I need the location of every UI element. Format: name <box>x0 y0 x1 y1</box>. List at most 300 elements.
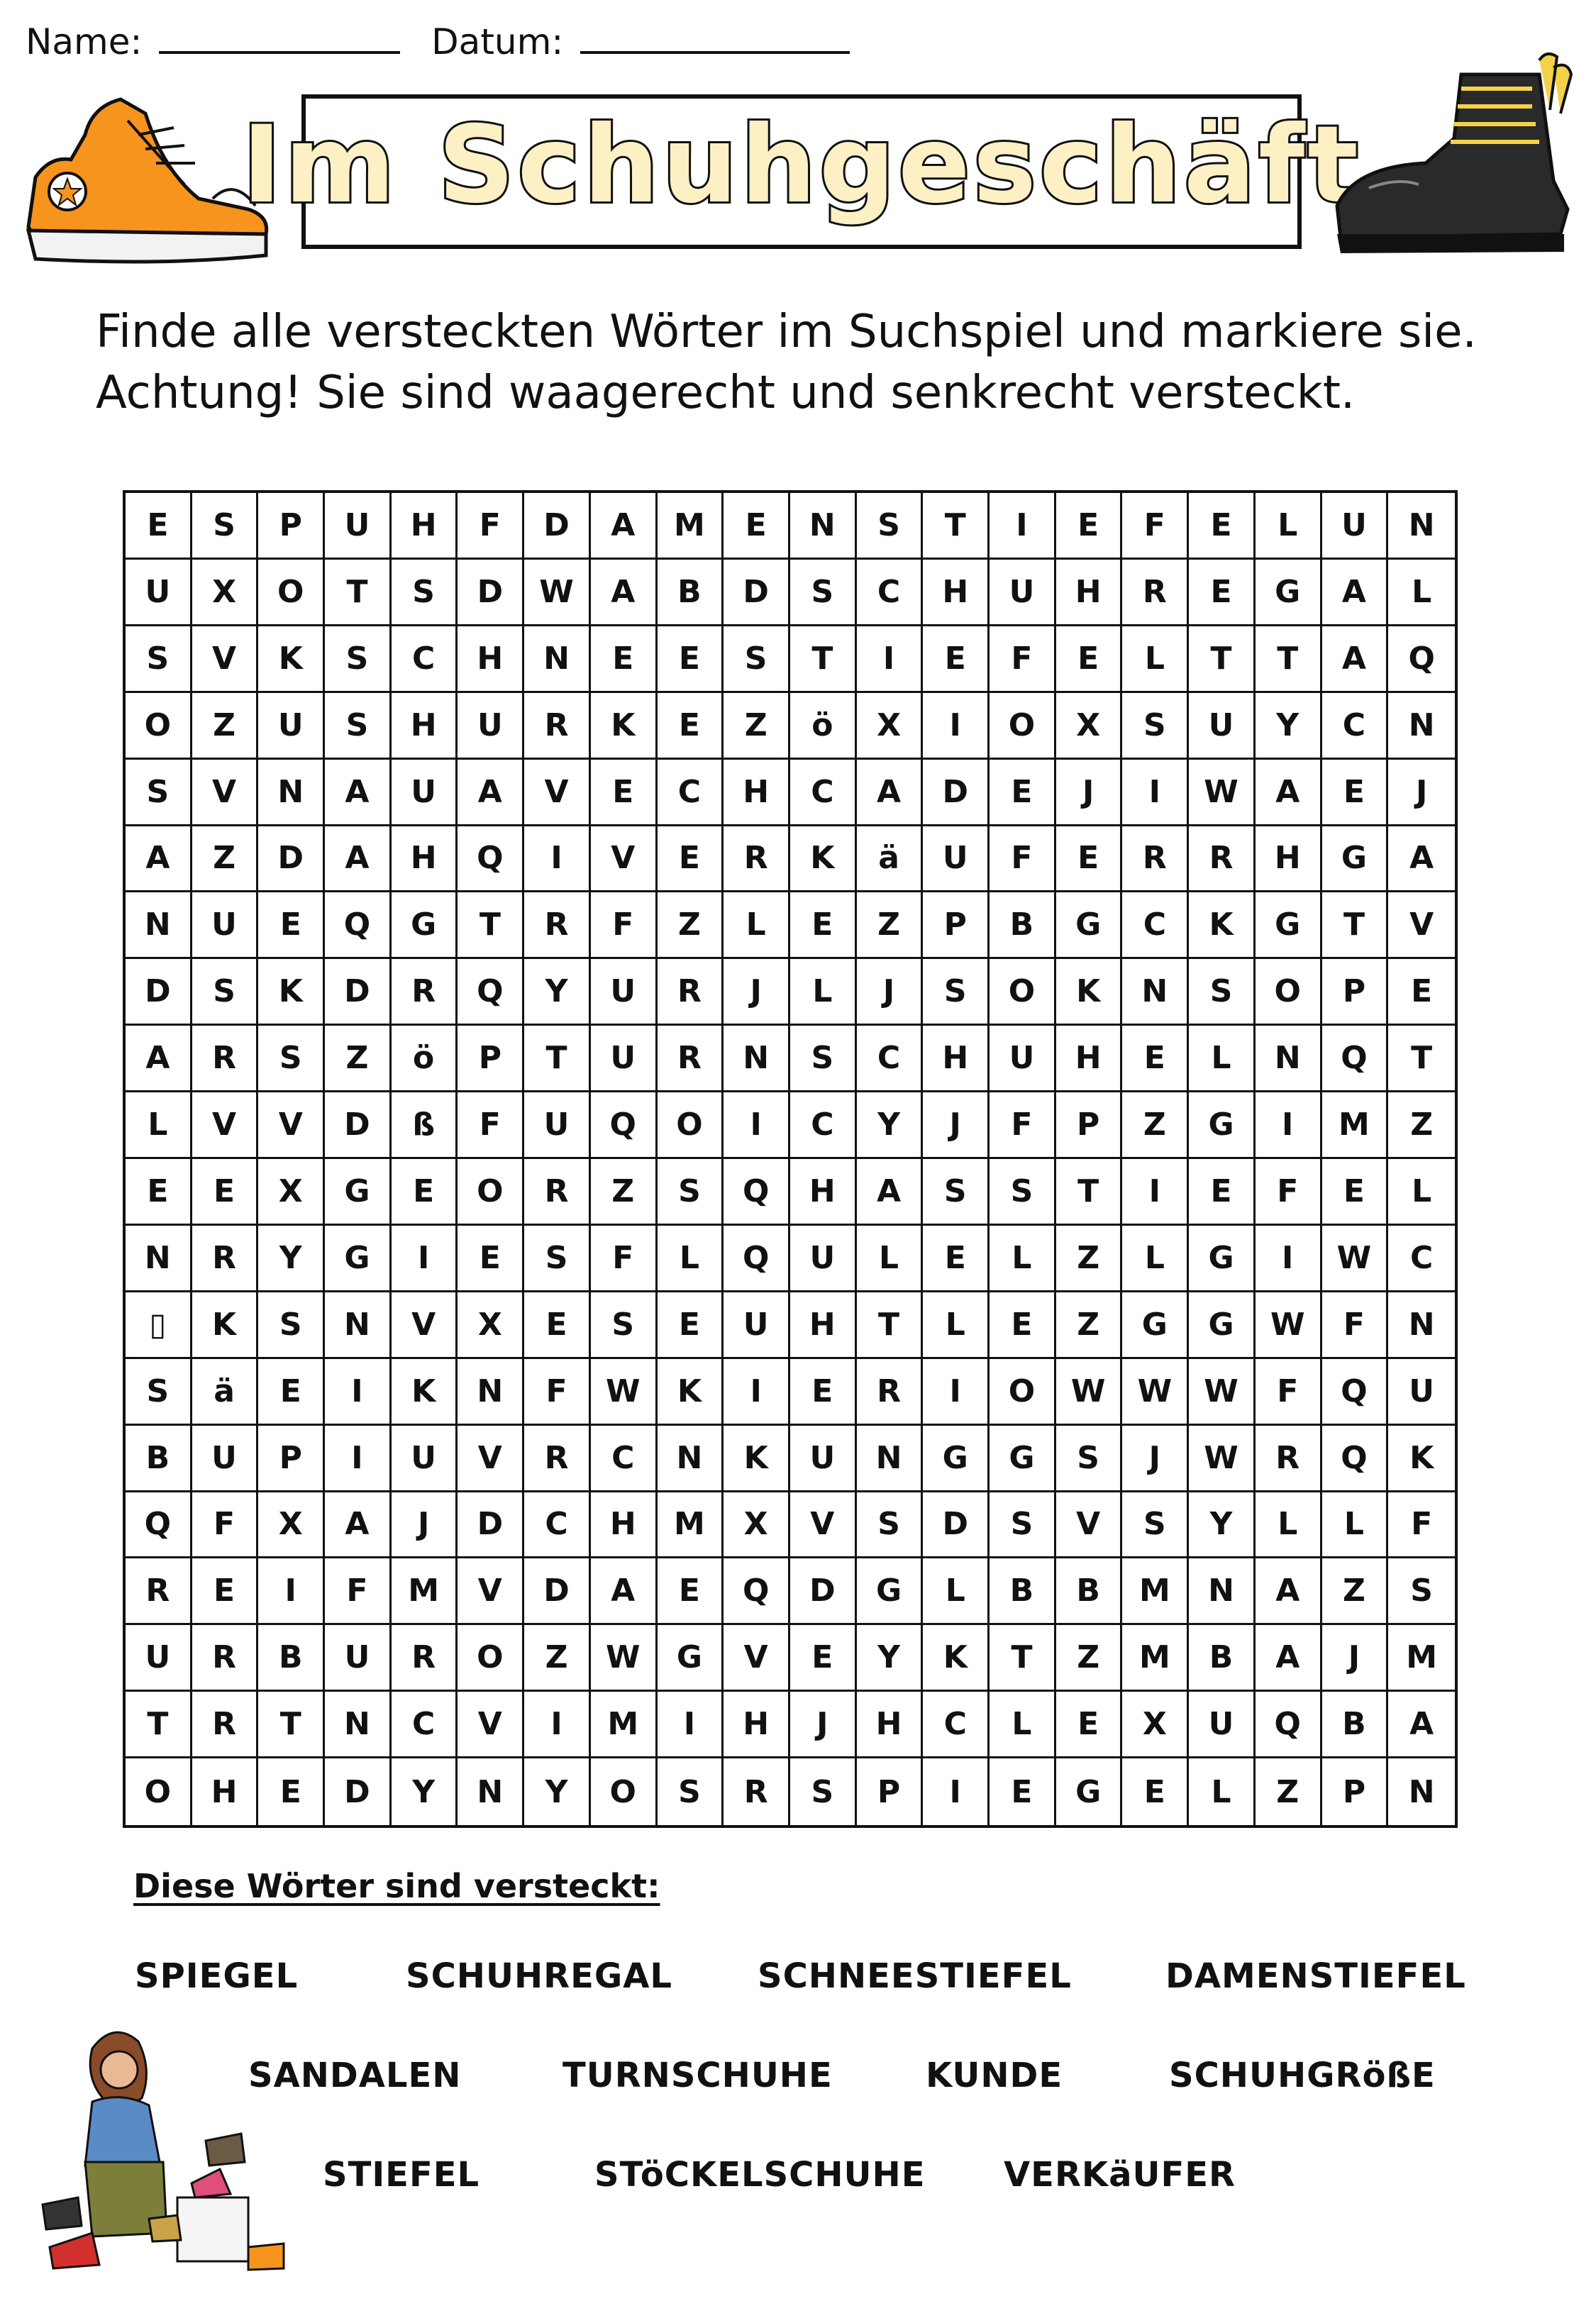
grid-cell[interactable]: L <box>658 1226 724 1292</box>
grid-cell[interactable]: N <box>1388 1292 1455 1359</box>
grid-cell[interactable]: V <box>458 1692 524 1758</box>
grid-cell[interactable]: N <box>325 1692 392 1758</box>
grid-cell[interactable]: E <box>1322 760 1389 826</box>
grid-cell[interactable]: R <box>857 1359 924 1426</box>
grid-cell[interactable]: M <box>392 1558 458 1625</box>
grid-cell[interactable]: G <box>1322 826 1389 893</box>
grid-cell[interactable]: L <box>923 1292 990 1359</box>
grid-cell[interactable]: Q <box>724 1558 790 1625</box>
grid-cell[interactable]: D <box>258 826 325 893</box>
grid-cell[interactable]: E <box>1388 959 1455 1026</box>
grid-cell[interactable]: Z <box>1322 1558 1389 1625</box>
grid-cell[interactable]: P <box>857 1758 924 1825</box>
grid-cell[interactable]: T <box>1256 626 1322 693</box>
grid-cell[interactable]: L <box>923 1558 990 1625</box>
grid-cell[interactable]: F <box>1256 1159 1322 1226</box>
grid-cell[interactable]: ß <box>392 1092 458 1159</box>
grid-cell[interactable]: Q <box>325 892 392 959</box>
grid-cell[interactable]: G <box>1189 1292 1256 1359</box>
grid-cell[interactable]: S <box>258 1026 325 1092</box>
grid-cell[interactable]: V <box>192 1092 259 1159</box>
grid-cell[interactable]: S <box>857 493 924 560</box>
grid-cell[interactable]: Q <box>458 959 524 1026</box>
grid-cell[interactable]: T <box>1322 892 1389 959</box>
grid-cell[interactable]: E <box>1056 626 1123 693</box>
grid-cell[interactable]: Y <box>857 1625 924 1692</box>
grid-cell[interactable]: E <box>1189 493 1256 560</box>
grid-cell[interactable]: E <box>1189 560 1256 626</box>
grid-cell[interactable]: F <box>591 1226 658 1292</box>
grid-cell[interactable]: R <box>192 1625 259 1692</box>
grid-cell[interactable]: Q <box>724 1226 790 1292</box>
grid-cell[interactable]: Z <box>724 693 790 760</box>
grid-cell[interactable]: S <box>325 626 392 693</box>
grid-cell[interactable]: R <box>724 1758 790 1825</box>
grid-cell[interactable]: M <box>1122 1558 1189 1625</box>
grid-cell[interactable]: S <box>1388 1558 1455 1625</box>
grid-cell[interactable]: E <box>923 1226 990 1292</box>
grid-cell[interactable]: Z <box>591 1159 658 1226</box>
grid-cell[interactable]: Q <box>458 826 524 893</box>
grid-cell[interactable]: R <box>524 892 591 959</box>
grid-cell[interactable]: W <box>1189 1359 1256 1426</box>
grid-cell[interactable]: V <box>392 1292 458 1359</box>
grid-cell[interactable]: H <box>392 826 458 893</box>
grid-cell[interactable]: E <box>790 1359 857 1426</box>
grid-cell[interactable]: C <box>392 1692 458 1758</box>
grid-cell[interactable]: R <box>1256 1426 1322 1492</box>
grid-cell[interactable]: T <box>458 892 524 959</box>
grid-cell[interactable]: C <box>1322 693 1389 760</box>
grid-cell[interactable]: U <box>1189 693 1256 760</box>
grid-cell[interactable]: U <box>790 1226 857 1292</box>
grid-cell[interactable]: K <box>591 693 658 760</box>
grid-cell[interactable]: S <box>1189 959 1256 1026</box>
grid-cell[interactable]: D <box>325 1758 392 1825</box>
grid-cell[interactable]: R <box>192 1026 259 1092</box>
grid-cell[interactable]: Z <box>1056 1226 1123 1292</box>
grid-cell[interactable]: Q <box>1322 1026 1389 1092</box>
grid-cell[interactable]: G <box>857 1558 924 1625</box>
grid-cell[interactable]: E <box>990 1758 1056 1825</box>
grid-cell[interactable]: U <box>923 826 990 893</box>
grid-cell[interactable]: V <box>591 826 658 893</box>
grid-cell[interactable]: R <box>192 1226 259 1292</box>
grid-cell[interactable]: S <box>192 493 259 560</box>
grid-cell[interactable]: W <box>1189 1426 1256 1492</box>
grid-cell[interactable]: C <box>857 560 924 626</box>
grid-cell[interactable]: T <box>790 626 857 693</box>
grid-cell[interactable]: L <box>126 1092 192 1159</box>
grid-cell[interactable]: S <box>258 1292 325 1359</box>
grid-cell[interactable]: E <box>658 693 724 760</box>
grid-cell[interactable]: S <box>126 760 192 826</box>
grid-cell[interactable]: E <box>724 493 790 560</box>
grid-cell[interactable]: Q <box>591 1092 658 1159</box>
grid-cell[interactable]: T <box>990 1625 1056 1692</box>
grid-cell[interactable]: R <box>392 1625 458 1692</box>
grid-cell[interactable]: K <box>192 1292 259 1359</box>
grid-cell[interactable]: L <box>1388 560 1455 626</box>
grid-cell[interactable]: S <box>990 1159 1056 1226</box>
grid-cell[interactable]: U <box>591 959 658 1026</box>
grid-cell[interactable]: J <box>923 1092 990 1159</box>
grid-cell[interactable]: V <box>1388 892 1455 959</box>
grid-cell[interactable]: S <box>1056 1426 1123 1492</box>
grid-cell[interactable]: J <box>1056 760 1123 826</box>
grid-cell[interactable]: I <box>990 493 1056 560</box>
grid-cell[interactable]: H <box>724 760 790 826</box>
grid-cell[interactable]: L <box>1189 1758 1256 1825</box>
grid-cell[interactable]: A <box>1256 760 1322 826</box>
grid-cell[interactable]: J <box>1322 1625 1389 1692</box>
grid-cell[interactable]: F <box>591 892 658 959</box>
grid-cell[interactable]: E <box>790 892 857 959</box>
grid-cell[interactable]: P <box>258 1426 325 1492</box>
grid-cell[interactable]: E <box>192 1159 259 1226</box>
grid-cell[interactable]: O <box>126 1758 192 1825</box>
grid-cell[interactable]: M <box>658 493 724 560</box>
grid-cell[interactable]: B <box>990 1558 1056 1625</box>
grid-cell[interactable]: S <box>126 626 192 693</box>
grid-cell[interactable]: Z <box>192 693 259 760</box>
grid-cell[interactable]: I <box>658 1692 724 1758</box>
grid-cell[interactable]: N <box>1388 493 1455 560</box>
grid-cell[interactable]: S <box>325 693 392 760</box>
grid-cell[interactable]: R <box>724 826 790 893</box>
grid-cell[interactable]: Y <box>258 1226 325 1292</box>
grid-cell[interactable]: M <box>658 1492 724 1559</box>
grid-cell[interactable]: G <box>1189 1226 1256 1292</box>
grid-cell[interactable]: P <box>1322 959 1389 1026</box>
grid-cell[interactable]: I <box>857 626 924 693</box>
grid-cell[interactable]: N <box>325 1292 392 1359</box>
grid-cell[interactable]: A <box>591 493 658 560</box>
grid-cell[interactable]: E <box>923 626 990 693</box>
grid-cell[interactable]: Z <box>857 892 924 959</box>
grid-cell[interactable]: R <box>658 959 724 1026</box>
grid-cell[interactable]: E <box>1122 1026 1189 1092</box>
grid-cell[interactable]: ö <box>392 1026 458 1092</box>
grid-cell[interactable]: G <box>325 1159 392 1226</box>
grid-cell[interactable]: U <box>192 1426 259 1492</box>
grid-cell[interactable]: G <box>1056 1758 1123 1825</box>
grid-cell[interactable]: Q <box>724 1159 790 1226</box>
grid-cell[interactable]: Q <box>1388 626 1455 693</box>
grid-cell[interactable]: Z <box>1056 1292 1123 1359</box>
grid-cell[interactable]: L <box>1322 1492 1389 1559</box>
grid-cell[interactable]: T <box>524 1026 591 1092</box>
grid-cell[interactable]: G <box>1056 892 1123 959</box>
grid-cell[interactable]: E <box>392 1159 458 1226</box>
grid-cell[interactable]: S <box>857 1492 924 1559</box>
grid-cell[interactable]: G <box>923 1426 990 1492</box>
grid-cell[interactable]: H <box>923 560 990 626</box>
grid-cell[interactable]: S <box>923 1159 990 1226</box>
grid-cell[interactable]: C <box>1122 892 1189 959</box>
grid-cell[interactable]: X <box>1122 1692 1189 1758</box>
grid-cell[interactable]: F <box>990 826 1056 893</box>
grid-cell[interactable]: Z <box>1388 1092 1455 1159</box>
grid-cell[interactable]: I <box>923 1359 990 1426</box>
grid-cell[interactable]: G <box>990 1426 1056 1492</box>
grid-cell[interactable]: B <box>1322 1692 1389 1758</box>
grid-cell[interactable]: X <box>458 1292 524 1359</box>
grid-cell[interactable]: G <box>392 892 458 959</box>
grid-cell[interactable]: M <box>1322 1092 1389 1159</box>
grid-cell[interactable]: Z <box>1056 1625 1123 1692</box>
grid-cell[interactable]: V <box>724 1625 790 1692</box>
grid-cell[interactable]: K <box>258 959 325 1026</box>
grid-cell[interactable]: V <box>458 1558 524 1625</box>
grid-cell[interactable]: K <box>258 626 325 693</box>
grid-cell[interactable]: T <box>325 560 392 626</box>
grid-cell[interactable]: E <box>658 1558 724 1625</box>
grid-cell[interactable]: B <box>658 560 724 626</box>
grid-cell[interactable]: M <box>1388 1625 1455 1692</box>
grid-cell[interactable]: R <box>1122 560 1189 626</box>
grid-cell[interactable]: X <box>1056 693 1123 760</box>
grid-cell[interactable]: G <box>1256 560 1322 626</box>
grid-cell[interactable]: W <box>591 1359 658 1426</box>
grid-cell[interactable]: K <box>1056 959 1123 1026</box>
grid-cell[interactable]: R <box>126 1558 192 1625</box>
grid-cell[interactable]: W <box>524 560 591 626</box>
grid-cell[interactable]: U <box>524 1092 591 1159</box>
grid-cell[interactable]: H <box>591 1492 658 1559</box>
grid-cell[interactable]: O <box>990 959 1056 1026</box>
grid-cell[interactable]: A <box>325 760 392 826</box>
grid-cell[interactable]: V <box>790 1492 857 1559</box>
grid-cell[interactable]: H <box>724 1692 790 1758</box>
grid-cell[interactable]: A <box>126 826 192 893</box>
grid-cell[interactable]: W <box>591 1625 658 1692</box>
grid-cell[interactable]: Q <box>1322 1426 1389 1492</box>
grid-cell[interactable]: S <box>790 560 857 626</box>
grid-cell[interactable]: H <box>1056 1026 1123 1092</box>
grid-cell[interactable]: D <box>524 493 591 560</box>
grid-cell[interactable]: G <box>325 1226 392 1292</box>
grid-cell[interactable]: K <box>392 1359 458 1426</box>
grid-cell[interactable]: ö <box>790 693 857 760</box>
grid-cell[interactable]: S <box>658 1758 724 1825</box>
grid-cell[interactable]: K <box>1388 1426 1455 1492</box>
grid-cell[interactable]: Z <box>1122 1092 1189 1159</box>
grid-cell[interactable]: A <box>591 1558 658 1625</box>
grid-cell[interactable]: E <box>591 760 658 826</box>
grid-cell[interactable]: S <box>524 1226 591 1292</box>
grid-cell[interactable]: A <box>325 1492 392 1559</box>
grid-cell[interactable]: E <box>658 626 724 693</box>
grid-cell[interactable]: B <box>126 1426 192 1492</box>
grid-cell[interactable]: R <box>658 1026 724 1092</box>
grid-cell[interactable]: B <box>990 892 1056 959</box>
grid-cell[interactable]: Y <box>857 1092 924 1159</box>
grid-cell[interactable]: Z <box>192 826 259 893</box>
grid-cell[interactable]: S <box>790 1026 857 1092</box>
grid-cell[interactable]: N <box>1189 1558 1256 1625</box>
grid-cell[interactable]: S <box>724 626 790 693</box>
grid-cell[interactable]: I <box>923 1758 990 1825</box>
grid-cell[interactable]: A <box>591 560 658 626</box>
grid-cell[interactable]: U <box>392 760 458 826</box>
grid-cell[interactable]: T <box>126 1692 192 1758</box>
grid-cell[interactable]: O <box>258 560 325 626</box>
grid-cell[interactable]: J <box>1122 1426 1189 1492</box>
grid-cell[interactable]: I <box>923 693 990 760</box>
grid-cell[interactable]: N <box>1256 1026 1322 1092</box>
grid-cell[interactable]: N <box>258 760 325 826</box>
grid-cell[interactable]: O <box>591 1758 658 1825</box>
grid-cell[interactable]: I <box>258 1558 325 1625</box>
grid-cell[interactable]: A <box>126 1026 192 1092</box>
grid-cell[interactable]: A <box>1388 826 1455 893</box>
grid-cell[interactable]: A <box>458 760 524 826</box>
grid-cell[interactable]: V <box>458 1426 524 1492</box>
grid-cell[interactable]: J <box>790 1692 857 1758</box>
grid-cell[interactable]: E <box>126 1159 192 1226</box>
grid-cell[interactable]: D <box>524 1558 591 1625</box>
grid-cell[interactable]: H <box>1056 560 1123 626</box>
grid-cell[interactable]: E <box>126 493 192 560</box>
grid-cell[interactable]: Y <box>524 1758 591 1825</box>
grid-cell[interactable]: L <box>857 1226 924 1292</box>
grid-cell[interactable]: E <box>990 760 1056 826</box>
grid-cell[interactable]: S <box>192 959 259 1026</box>
grid-cell[interactable]: E <box>192 1558 259 1625</box>
grid-cell[interactable]: C <box>591 1426 658 1492</box>
grid-cell[interactable]: O <box>126 693 192 760</box>
grid-cell[interactable]: E <box>1322 1159 1389 1226</box>
grid-cell[interactable]: C <box>658 760 724 826</box>
grid-cell[interactable]: N <box>458 1359 524 1426</box>
grid-cell[interactable]: H <box>923 1026 990 1092</box>
grid-cell[interactable]: Y <box>524 959 591 1026</box>
grid-cell[interactable]: I <box>325 1359 392 1426</box>
grid-cell[interactable]: T <box>1056 1159 1123 1226</box>
grid-cell[interactable]: E <box>1056 826 1123 893</box>
grid-cell[interactable]: I <box>392 1226 458 1292</box>
grid-cell[interactable]: N <box>1122 959 1189 1026</box>
grid-cell[interactable]: E <box>990 1292 1056 1359</box>
grid-cell[interactable]: F <box>1322 1292 1389 1359</box>
grid-cell[interactable]: L <box>1189 1026 1256 1092</box>
grid-cell[interactable]: D <box>126 959 192 1026</box>
grid-cell[interactable]: J <box>392 1492 458 1559</box>
grid-cell[interactable]: O <box>990 1359 1056 1426</box>
grid-cell[interactable]: J <box>857 959 924 1026</box>
grid-cell[interactable]: I <box>1122 760 1189 826</box>
grid-cell[interactable]: C <box>857 1026 924 1092</box>
grid-cell[interactable]: H <box>790 1159 857 1226</box>
grid-cell[interactable]: T <box>923 493 990 560</box>
grid-cell[interactable]: U <box>591 1026 658 1092</box>
grid-cell[interactable]: F <box>990 1092 1056 1159</box>
grid-cell[interactable]: R <box>392 959 458 1026</box>
grid-cell[interactable]: M <box>591 1692 658 1758</box>
grid-cell[interactable]: X <box>192 560 259 626</box>
grid-cell[interactable]: E <box>1189 1159 1256 1226</box>
grid-cell[interactable]: G <box>1256 892 1322 959</box>
grid-cell[interactable]: F <box>458 1092 524 1159</box>
grid-cell[interactable]: H <box>790 1292 857 1359</box>
grid-cell[interactable]: D <box>325 1092 392 1159</box>
grid-cell[interactable]: S <box>126 1359 192 1426</box>
grid-cell[interactable]: E <box>658 1292 724 1359</box>
grid-cell[interactable]: L <box>990 1692 1056 1758</box>
grid-cell[interactable]: L <box>1122 626 1189 693</box>
grid-cell[interactable]: C <box>923 1692 990 1758</box>
grid-cell[interactable]: F <box>458 493 524 560</box>
grid-cell[interactable]: S <box>1122 1492 1189 1559</box>
grid-cell[interactable]: S <box>658 1159 724 1226</box>
grid-cell[interactable]: U <box>258 693 325 760</box>
grid-cell[interactable]: U <box>1322 493 1389 560</box>
grid-cell[interactable]: K <box>790 826 857 893</box>
grid-cell[interactable]: U <box>126 1625 192 1692</box>
grid-cell[interactable]: B <box>1189 1625 1256 1692</box>
grid-cell[interactable]: M <box>1122 1625 1189 1692</box>
grid-cell[interactable]: F <box>524 1359 591 1426</box>
grid-cell[interactable]: D <box>923 1492 990 1559</box>
grid-cell[interactable]: H <box>458 626 524 693</box>
grid-cell[interactable]: P <box>1056 1092 1123 1159</box>
grid-cell[interactable]: G <box>1122 1292 1189 1359</box>
grid-cell[interactable]: N <box>857 1426 924 1492</box>
grid-cell[interactable]: E <box>1056 493 1123 560</box>
date-field[interactable] <box>580 26 850 54</box>
grid-cell[interactable]: Y <box>392 1758 458 1825</box>
grid-cell[interactable]: N <box>658 1426 724 1492</box>
grid-cell[interactable]: L <box>790 959 857 1026</box>
grid-cell[interactable]: S <box>591 1292 658 1359</box>
grid-cell[interactable]: N <box>1408 1773 1435 1810</box>
grid-cell[interactable]: A <box>857 760 924 826</box>
grid-cell[interactable]: K <box>724 1426 790 1492</box>
grid-cell[interactable]: N <box>524 626 591 693</box>
grid-cell[interactable]: C <box>790 760 857 826</box>
grid-cell[interactable]: L <box>724 892 790 959</box>
grid-cell[interactable]: E <box>658 826 724 893</box>
grid-cell[interactable]: R <box>524 1159 591 1226</box>
grid-cell[interactable]: U <box>1189 1692 1256 1758</box>
grid-cell[interactable]: Z <box>325 1026 392 1092</box>
grid-cell[interactable]: E <box>591 626 658 693</box>
grid-cell[interactable]: J <box>1388 760 1455 826</box>
grid-cell[interactable]: A <box>1322 560 1389 626</box>
grid-cell[interactable]: E <box>258 1758 325 1825</box>
grid-cell[interactable]: K <box>658 1359 724 1426</box>
grid-cell[interactable]: U <box>392 1426 458 1492</box>
grid-cell[interactable]: P <box>1322 1758 1389 1825</box>
grid-cell[interactable]: G <box>1189 1092 1256 1159</box>
grid-cell[interactable]: A <box>857 1159 924 1226</box>
grid-cell[interactable]: D <box>790 1558 857 1625</box>
grid-cell[interactable]: I <box>1122 1159 1189 1226</box>
grid-cell[interactable]: T <box>1388 1026 1455 1092</box>
grid-cell[interactable]: Q <box>1256 1692 1322 1758</box>
grid-cell[interactable]: R <box>1122 826 1189 893</box>
grid-cell[interactable]: V <box>524 760 591 826</box>
grid-cell[interactable]: H <box>857 1692 924 1758</box>
grid-cell[interactable]: R <box>1189 826 1256 893</box>
grid-cell[interactable]: I <box>325 1426 392 1492</box>
grid-cell[interactable]: S <box>923 959 990 1026</box>
grid-cell[interactable]: S <box>790 1758 857 1825</box>
grid-cell[interactable]: D <box>458 560 524 626</box>
grid-cell[interactable]: O <box>658 1092 724 1159</box>
grid-cell[interactable]: F <box>192 1492 259 1559</box>
